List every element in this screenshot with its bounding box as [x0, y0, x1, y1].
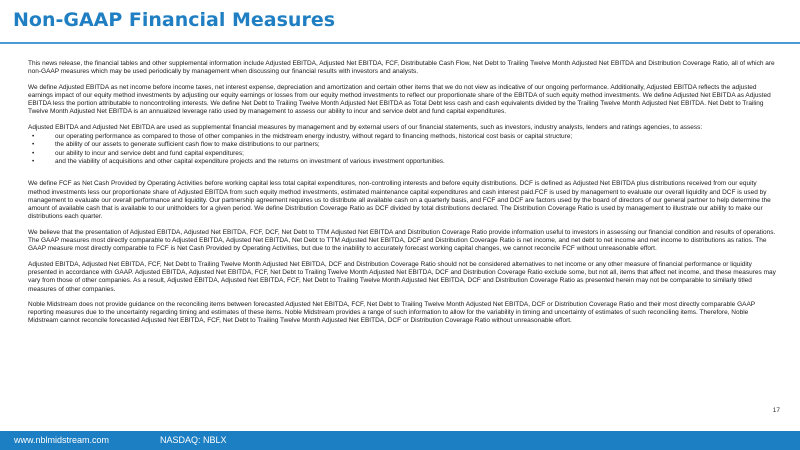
paragraph-intro: This news release, the financial tables and other supplemental information include Adjusted EBITDA, Adjusted Net EBITDA, FCF, Distributable Cash Flow, Net Debt to Trailing Twelve Month Adjusted Net EBITDA and Distribution Coverage Ratio, all of which are non-GAAP measures which may be used periodically by management when discussing our financial results with investors and analysts.: [28, 60, 775, 76]
list-item: • our ability to incur and service debt and fund capital expenditures;: [28, 150, 780, 158]
footer-bar: [0, 431, 800, 450]
paragraph-fcf-dcf-definition: We define FCF as Net Cash Provided by Operating Activities before working capital less total capital expenditures, non-controlling interests and before equity distributions. DCF is defined as Adjusted Net EBITDA plus distributions received from our equity method investments less our proportionate share of Adjusted EBITDA from such equity method investments, estimated maintenance capital expenditures and cash interest paid.FCF is used by management to evaluate our overall liquidity and DCF is used by management to evaluate our overall performance and liquidity. Our partnership agreement requires us to distribute all available cash on a quarterly basis, and FCF and DCF are factors used by the board of directors of our general partner to help determine the amount of available cash that is available to our unitholders for a given period. We define Distribution Coverage Ratio as DCF divided by total distributions declared. The Distribution Coverage Ratio is used by management to illustrate our ability to make our distributions each quarter.: [28, 180, 771, 221]
paragraph-usefulness: We believe that the presentation of Adjusted EBITDA, Adjusted Net EBITDA, FCF, DCF, Net Debt to TTM Adjusted Net EBITDA and Distribution Coverage Ratio provide information useful to investors in assessing our financial condition and results of operations. The GAAP measures most directly comparable to Adjusted EBITDA, Adjusted Net EBITDA, Net Debt to TTM Adjusted Net EBITDA, DCF and Distribution Coverage Ratio is net income, and net debt to net income and net income to distributions as ratios. The GAAP measure most directly comparable to FCF is Net Cash Provided by Operating Activities, but due to the inability to accurately forecast working capital changes, we cannot reconcile FCF without unreasonable effort.: [28, 228, 776, 253]
disclosure-body: [28, 60, 780, 333]
page-title: Non-GAAP Financial Measures: [13, 9, 336, 31]
list-item: • and the viability of acquisitions and other capital expenditure projects and the returns on investment of various investment opportunities.: [28, 158, 780, 166]
paragraph-not-alternatives: Adjusted EBITDA, Adjusted Net EBITDA, FCF, Net Debt to Trailing Twelve Month Adjusted Net EBITDA, DCF and Distribution Coverage Ratio should not be considered alternatives to net income or any other measure of financial performance or liquidity presented in accordance with GAAP. Adjusted EBITDA, Adjusted Net EBITDA, FCF, Net Debt to Trailing Twelve Month Adjusted Net EBITDA, DCF and Distribution Coverage Ratio exclude some, but not all, items that affect net income, and these measures may vary from those of other companies. As a result, Adjusted EBITDA, Adjusted Net EBITDA, FCF, Net Debt to Trailing Twelve Month Adjusted Net EBITDA, DCF and Distribution Coverage Ratio as presented herein may not be comparable to similarly titled measures of other companies.: [28, 260, 776, 293]
footer-ticker: NASDAQ: NBLX: [160, 435, 227, 445]
list-item: • our operating performance as compared to those of other companies in the midstream energy industry, without regard to financing methods, historical cost basis or capital structure;: [28, 133, 780, 141]
paragraph-guidance: Noble Midstream does not provide guidance on the reconciling items between forecasted Adjusted Net EBITDA, FCF, Net Debt to Trailing Twelve Month Adjusted Net EBITDA, DCF or Distribution Coverage Ratio and their most directly comparable GAAP reporting measures due to the uncertainty regarding timing and estimates of these items. Noble Midstream provides a range of such information to allow for the variability in timing and uncertainty of estimates of such reconciling items. Therefore, Noble Midstream cannot reconcile forecasted Adjusted Net EBITDA, FCF, Net Debt to Trailing Twelve Month Adjusted Net EBITDA, DCF or Distribution Coverage Ratio without unreasonable effort.: [28, 300, 756, 325]
list-item: • the ability of our assets to generate sufficient cash flow to make distributions to our partners;: [28, 141, 780, 149]
usage-bullet-list: [28, 133, 780, 166]
title-divider: [0, 42, 800, 44]
paragraph-ebitda-usage: Adjusted EBITDA and Adjusted Net EBITDA are used as supplemental financial measures by management and by external users of our financial statements, such as investors, industry analysts, lenders and ratings agencies, to assess:: [28, 123, 703, 131]
page-number: 17: [772, 407, 780, 414]
paragraph-adjusted-ebitda-definition: We define Adjusted EBITDA as net income before income taxes, net interest expense, depreciation and amortization and certain other items that we do not view as indicative of our ongoing performance. Additionally, Adjusted EBITDA reflects the adjusted earnings impact of our equity method investments by adjusting our equity earnings or losses from our equity method investments to reflect our proportionate share of the EBITDA of such equity method investments. We define Adjusted Net EBITDA as Adjusted EBITDA less the portion attributable to noncontrolling interests. We define Net Debt to Trailing Twelve Month Adjusted Net EBITDA as Total Debt less cash and cash equivalents divided by the Trailing Twelve Month Adjusted Net EBITDA. Net Debt to Trailing Twelve Month Adjusted Net EBITDA is an annualized leverage ratio used by management to assess our ability to incur and service debt and fund capital expenditures.: [28, 83, 771, 116]
footer-website: www.nblmidstream.com: [14, 435, 110, 445]
